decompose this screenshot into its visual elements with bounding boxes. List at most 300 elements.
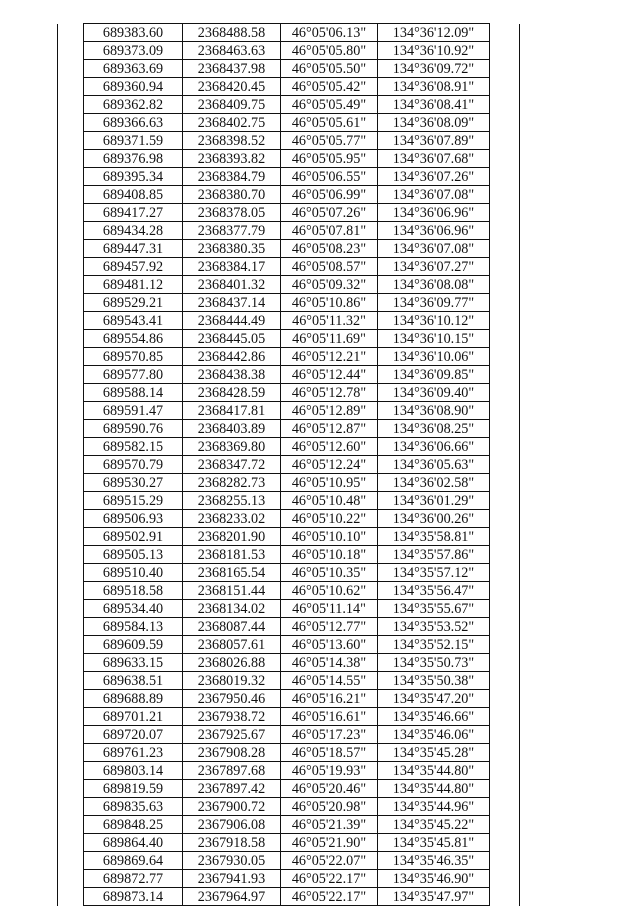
longitude-cell: 134°35'44.80" (378, 762, 490, 780)
notes-cell (490, 186, 520, 204)
longitude-cell: 134°36'07.08" (378, 186, 490, 204)
latitude-cell: 46°05'12.24" (281, 456, 378, 474)
row-number-cell (58, 654, 84, 672)
notes-cell (490, 168, 520, 186)
latitude-cell: 46°05'06.13" (281, 24, 378, 42)
notes-cell (490, 276, 520, 294)
notes-cell (490, 330, 520, 348)
easting-cell: 689633.15 (84, 654, 183, 672)
northing-cell: 2368384.17 (183, 258, 281, 276)
northing-cell: 2367897.42 (183, 780, 281, 798)
longitude-cell: 134°35'46.35" (378, 852, 490, 870)
row-number-cell (58, 888, 84, 906)
table-row (58, 348, 520, 366)
longitude-cell: 134°36'08.25" (378, 420, 490, 438)
longitude-cell: 134°35'45.28" (378, 744, 490, 762)
northing-cell: 2367938.72 (183, 708, 281, 726)
row-number-cell (58, 78, 84, 96)
easting-cell: 689638.51 (84, 672, 183, 690)
easting-cell: 689543.41 (84, 312, 183, 330)
longitude-cell: 134°36'09.85" (378, 366, 490, 384)
table-row (58, 456, 520, 474)
row-number-cell (58, 474, 84, 492)
northing-cell: 2368380.35 (183, 240, 281, 258)
latitude-cell: 46°05'20.46" (281, 780, 378, 798)
northing-cell: 2368393.82 (183, 150, 281, 168)
table-row (58, 852, 520, 870)
easting-cell: 689529.21 (84, 294, 183, 312)
northing-cell: 2368282.73 (183, 474, 281, 492)
row-number-cell (58, 366, 84, 384)
notes-cell (490, 312, 520, 330)
northing-cell: 2368398.52 (183, 132, 281, 150)
latitude-cell: 46°05'22.07" (281, 852, 378, 870)
latitude-cell: 46°05'17.23" (281, 726, 378, 744)
easting-cell: 689383.60 (84, 24, 183, 42)
northing-cell: 2368377.79 (183, 222, 281, 240)
northing-cell: 2368417.81 (183, 402, 281, 420)
latitude-cell: 46°05'10.18" (281, 546, 378, 564)
easting-cell: 689395.34 (84, 168, 183, 186)
notes-cell (490, 744, 520, 762)
latitude-cell: 46°05'05.49" (281, 96, 378, 114)
northing-cell: 2368437.14 (183, 294, 281, 312)
easting-cell: 689408.85 (84, 186, 183, 204)
longitude-cell: 134°36'06.66" (378, 438, 490, 456)
easting-cell: 689864.40 (84, 834, 183, 852)
longitude-cell: 134°35'55.67" (378, 600, 490, 618)
row-number-cell (58, 564, 84, 582)
northing-cell: 2368420.45 (183, 78, 281, 96)
table-row (58, 654, 520, 672)
easting-cell: 689362.82 (84, 96, 183, 114)
northing-cell: 2368402.75 (183, 114, 281, 132)
northing-cell: 2368444.49 (183, 312, 281, 330)
latitude-cell: 46°05'12.60" (281, 438, 378, 456)
table-row (58, 546, 520, 564)
longitude-cell: 134°35'46.66" (378, 708, 490, 726)
longitude-cell: 134°36'06.96" (378, 222, 490, 240)
easting-cell: 689366.63 (84, 114, 183, 132)
notes-cell (490, 366, 520, 384)
easting-cell: 689371.59 (84, 132, 183, 150)
easting-cell: 689701.21 (84, 708, 183, 726)
longitude-cell: 134°36'06.96" (378, 204, 490, 222)
row-number-cell (58, 762, 84, 780)
row-number-cell (58, 114, 84, 132)
table-row (58, 690, 520, 708)
row-number-cell (58, 438, 84, 456)
row-number-cell (58, 60, 84, 78)
notes-cell (490, 78, 520, 96)
notes-cell (490, 456, 520, 474)
notes-cell (490, 852, 520, 870)
row-number-cell (58, 546, 84, 564)
longitude-cell: 134°35'50.38" (378, 672, 490, 690)
notes-cell (490, 636, 520, 654)
northing-cell: 2368201.90 (183, 528, 281, 546)
table-row (58, 438, 520, 456)
table-row (58, 582, 520, 600)
northing-cell: 2368087.44 (183, 618, 281, 636)
latitude-cell: 46°05'05.61" (281, 114, 378, 132)
easting-cell: 689835.63 (84, 798, 183, 816)
coordinates-table (57, 23, 520, 906)
table-row (58, 816, 520, 834)
notes-cell (490, 600, 520, 618)
notes-cell (490, 492, 520, 510)
longitude-cell: 134°35'46.90" (378, 870, 490, 888)
notes-cell (490, 708, 520, 726)
longitude-cell: 134°35'53.52" (378, 618, 490, 636)
row-number-cell (58, 150, 84, 168)
notes-cell (490, 42, 520, 60)
latitude-cell: 46°05'10.95" (281, 474, 378, 492)
row-number-cell (58, 330, 84, 348)
notes-cell (490, 114, 520, 132)
row-number-cell (58, 582, 84, 600)
notes-cell (490, 690, 520, 708)
table-row (58, 258, 520, 276)
easting-cell: 689481.12 (84, 276, 183, 294)
longitude-cell: 134°36'08.90" (378, 402, 490, 420)
latitude-cell: 46°05'14.55" (281, 672, 378, 690)
northing-cell: 2367930.05 (183, 852, 281, 870)
northing-cell: 2368233.02 (183, 510, 281, 528)
table-row (58, 744, 520, 762)
table-row (58, 780, 520, 798)
table-row (58, 708, 520, 726)
row-number-cell (58, 42, 84, 60)
table-row (58, 204, 520, 222)
northing-cell: 2367900.72 (183, 798, 281, 816)
latitude-cell: 46°05'05.42" (281, 78, 378, 96)
row-number-cell (58, 816, 84, 834)
latitude-cell: 46°05'10.10" (281, 528, 378, 546)
table-row (58, 312, 520, 330)
easting-cell: 689457.92 (84, 258, 183, 276)
longitude-cell: 134°35'47.97" (378, 888, 490, 906)
row-number-cell (58, 852, 84, 870)
table-row (58, 150, 520, 168)
northing-cell: 2367925.67 (183, 726, 281, 744)
table-row (58, 330, 520, 348)
longitude-cell: 134°35'45.22" (378, 816, 490, 834)
northing-cell: 2368409.75 (183, 96, 281, 114)
northing-cell: 2368347.72 (183, 456, 281, 474)
table-row (58, 240, 520, 258)
easting-cell: 689502.91 (84, 528, 183, 546)
northing-cell: 2368151.44 (183, 582, 281, 600)
longitude-cell: 134°36'05.63" (378, 456, 490, 474)
easting-cell: 689609.59 (84, 636, 183, 654)
easting-cell: 689360.94 (84, 78, 183, 96)
easting-cell: 689688.89 (84, 690, 183, 708)
table-row (58, 492, 520, 510)
easting-cell: 689872.77 (84, 870, 183, 888)
latitude-cell: 46°05'16.61" (281, 708, 378, 726)
easting-cell: 689869.64 (84, 852, 183, 870)
longitude-cell: 134°35'44.80" (378, 780, 490, 798)
table-row (58, 564, 520, 582)
easting-cell: 689510.40 (84, 564, 183, 582)
easting-cell: 689577.80 (84, 366, 183, 384)
row-number-cell (58, 618, 84, 636)
row-number-cell (58, 420, 84, 438)
northing-cell: 2368488.58 (183, 24, 281, 42)
row-number-cell (58, 294, 84, 312)
latitude-cell: 46°05'18.57" (281, 744, 378, 762)
notes-cell (490, 60, 520, 78)
latitude-cell: 46°05'10.35" (281, 564, 378, 582)
easting-cell: 689803.14 (84, 762, 183, 780)
row-number-cell (58, 240, 84, 258)
longitude-cell: 134°35'58.81" (378, 528, 490, 546)
row-number-cell (58, 96, 84, 114)
notes-cell (490, 240, 520, 258)
longitude-cell: 134°35'44.96" (378, 798, 490, 816)
easting-cell: 689591.47 (84, 402, 183, 420)
notes-cell (490, 834, 520, 852)
table-row (58, 402, 520, 420)
table-row (58, 888, 520, 906)
notes-cell (490, 402, 520, 420)
table-row (58, 60, 520, 78)
notes-cell (490, 204, 520, 222)
latitude-cell: 46°05'12.78" (281, 384, 378, 402)
latitude-cell: 46°05'12.87" (281, 420, 378, 438)
notes-cell (490, 132, 520, 150)
notes-cell (490, 762, 520, 780)
latitude-cell: 46°05'22.17" (281, 870, 378, 888)
latitude-cell: 46°05'05.95" (281, 150, 378, 168)
row-number-cell (58, 636, 84, 654)
table-row (58, 600, 520, 618)
northing-cell: 2368019.32 (183, 672, 281, 690)
latitude-cell: 46°05'12.89" (281, 402, 378, 420)
northing-cell: 2367897.68 (183, 762, 281, 780)
latitude-cell: 46°05'05.80" (281, 42, 378, 60)
latitude-cell: 46°05'09.32" (281, 276, 378, 294)
easting-cell: 689518.58 (84, 582, 183, 600)
notes-cell (490, 258, 520, 276)
latitude-cell: 46°05'20.98" (281, 798, 378, 816)
row-number-cell (58, 258, 84, 276)
longitude-cell: 134°36'07.68" (378, 150, 490, 168)
row-number-cell (58, 690, 84, 708)
row-number-cell (58, 708, 84, 726)
latitude-cell: 46°05'13.60" (281, 636, 378, 654)
easting-cell: 689373.09 (84, 42, 183, 60)
table-row (58, 96, 520, 114)
northing-cell: 2368438.38 (183, 366, 281, 384)
longitude-cell: 134°35'50.73" (378, 654, 490, 672)
notes-cell (490, 96, 520, 114)
northing-cell: 2368428.59 (183, 384, 281, 402)
longitude-cell: 134°36'08.08" (378, 276, 490, 294)
longitude-cell: 134°36'10.12" (378, 312, 490, 330)
table-row (58, 366, 520, 384)
latitude-cell: 46°05'06.55" (281, 168, 378, 186)
easting-cell: 689534.40 (84, 600, 183, 618)
easting-cell: 689505.13 (84, 546, 183, 564)
longitude-cell: 134°35'46.06" (378, 726, 490, 744)
row-number-cell (58, 384, 84, 402)
notes-cell (490, 294, 520, 312)
northing-cell: 2368437.98 (183, 60, 281, 78)
easting-cell: 689848.25 (84, 816, 183, 834)
northing-cell: 2367941.93 (183, 870, 281, 888)
latitude-cell: 46°05'19.93" (281, 762, 378, 780)
easting-cell: 689584.13 (84, 618, 183, 636)
easting-cell: 689434.28 (84, 222, 183, 240)
easting-cell: 689570.79 (84, 456, 183, 474)
notes-cell (490, 150, 520, 168)
row-number-cell (58, 492, 84, 510)
longitude-cell: 134°36'00.26" (378, 510, 490, 528)
latitude-cell: 46°05'07.81" (281, 222, 378, 240)
notes-cell (490, 726, 520, 744)
notes-cell (490, 438, 520, 456)
northing-cell: 2368380.70 (183, 186, 281, 204)
easting-cell: 689588.14 (84, 384, 183, 402)
northing-cell: 2368255.13 (183, 492, 281, 510)
longitude-cell: 134°36'07.27" (378, 258, 490, 276)
table-row (58, 276, 520, 294)
easting-cell: 689873.14 (84, 888, 183, 906)
table-row (58, 420, 520, 438)
row-number-cell (58, 312, 84, 330)
latitude-cell: 46°05'11.32" (281, 312, 378, 330)
northing-cell: 2367964.97 (183, 888, 281, 906)
row-number-cell (58, 780, 84, 798)
table-row (58, 870, 520, 888)
longitude-cell: 134°36'09.40" (378, 384, 490, 402)
easting-cell: 689363.69 (84, 60, 183, 78)
row-number-cell (58, 204, 84, 222)
row-number-cell (58, 528, 84, 546)
latitude-cell: 46°05'11.69" (281, 330, 378, 348)
longitude-cell: 134°36'01.29" (378, 492, 490, 510)
northing-cell: 2367950.46 (183, 690, 281, 708)
longitude-cell: 134°36'10.15" (378, 330, 490, 348)
latitude-cell: 46°05'12.77" (281, 618, 378, 636)
northing-cell: 2368403.89 (183, 420, 281, 438)
table-row (58, 510, 520, 528)
latitude-cell: 46°05'21.90" (281, 834, 378, 852)
longitude-cell: 134°36'09.77" (378, 294, 490, 312)
northing-cell: 2368442.86 (183, 348, 281, 366)
latitude-cell: 46°05'05.50" (281, 60, 378, 78)
latitude-cell: 46°05'12.21" (281, 348, 378, 366)
longitude-cell: 134°36'08.91" (378, 78, 490, 96)
notes-cell (490, 474, 520, 492)
northing-cell: 2368369.80 (183, 438, 281, 456)
longitude-cell: 134°35'52.15" (378, 636, 490, 654)
northing-cell: 2368057.61 (183, 636, 281, 654)
table-row (58, 672, 520, 690)
table-row (58, 294, 520, 312)
table-row (58, 186, 520, 204)
row-number-cell (58, 132, 84, 150)
latitude-cell: 46°05'10.22" (281, 510, 378, 528)
northing-cell: 2367908.28 (183, 744, 281, 762)
longitude-cell: 134°36'07.89" (378, 132, 490, 150)
longitude-cell: 134°35'45.81" (378, 834, 490, 852)
longitude-cell: 134°36'12.09" (378, 24, 490, 42)
easting-cell: 689570.85 (84, 348, 183, 366)
notes-cell (490, 870, 520, 888)
easting-cell: 689590.76 (84, 420, 183, 438)
table-row (58, 132, 520, 150)
longitude-cell: 134°36'02.58" (378, 474, 490, 492)
table-row (58, 42, 520, 60)
longitude-cell: 134°35'57.12" (378, 564, 490, 582)
notes-cell (490, 546, 520, 564)
table-row (58, 222, 520, 240)
easting-cell: 689761.23 (84, 744, 183, 762)
easting-cell: 689417.27 (84, 204, 183, 222)
notes-cell (490, 420, 520, 438)
longitude-cell: 134°36'09.72" (378, 60, 490, 78)
latitude-cell: 46°05'10.86" (281, 294, 378, 312)
table-row (58, 762, 520, 780)
latitude-cell: 46°05'21.39" (281, 816, 378, 834)
row-number-cell (58, 348, 84, 366)
notes-cell (490, 564, 520, 582)
longitude-cell: 134°35'56.47" (378, 582, 490, 600)
notes-cell (490, 510, 520, 528)
latitude-cell: 46°05'10.48" (281, 492, 378, 510)
longitude-cell: 134°36'08.09" (378, 114, 490, 132)
northing-cell: 2367906.08 (183, 816, 281, 834)
table-row (58, 636, 520, 654)
row-number-cell (58, 798, 84, 816)
northing-cell: 2368378.05 (183, 204, 281, 222)
longitude-cell: 134°36'07.08" (378, 240, 490, 258)
row-number-cell (58, 24, 84, 42)
easting-cell: 689720.07 (84, 726, 183, 744)
latitude-cell: 46°05'14.38" (281, 654, 378, 672)
row-number-cell (58, 600, 84, 618)
row-number-cell (58, 870, 84, 888)
northing-cell: 2368134.02 (183, 600, 281, 618)
table-row (58, 618, 520, 636)
longitude-cell: 134°36'08.41" (378, 96, 490, 114)
notes-cell (490, 528, 520, 546)
latitude-cell: 46°05'05.77" (281, 132, 378, 150)
longitude-cell: 134°35'57.86" (378, 546, 490, 564)
notes-cell (490, 672, 520, 690)
notes-cell (490, 582, 520, 600)
notes-cell (490, 618, 520, 636)
latitude-cell: 46°05'06.99" (281, 186, 378, 204)
row-number-cell (58, 726, 84, 744)
easting-cell: 689819.59 (84, 780, 183, 798)
row-number-cell (58, 186, 84, 204)
table-row (58, 384, 520, 402)
northing-cell: 2368445.05 (183, 330, 281, 348)
row-number-cell (58, 276, 84, 294)
northing-cell: 2368026.88 (183, 654, 281, 672)
northing-cell: 2368165.54 (183, 564, 281, 582)
table-row (58, 474, 520, 492)
longitude-cell: 134°36'10.92" (378, 42, 490, 60)
latitude-cell: 46°05'07.26" (281, 204, 378, 222)
notes-cell (490, 24, 520, 42)
longitude-cell: 134°36'10.06" (378, 348, 490, 366)
row-number-cell (58, 672, 84, 690)
